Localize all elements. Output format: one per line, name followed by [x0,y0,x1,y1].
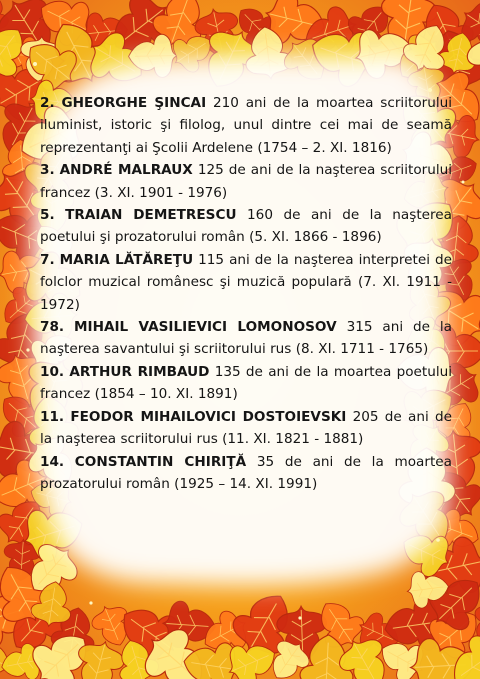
entry-description: 205 de ani de la naşterea scriitorului rus (11. XI. 1821 - 1881) [40,408,452,448]
entry-description: 35 de ani de la moartea prozatorului român (1925 – 14. XI. 1991) [40,453,452,492]
anniversary-list [40,92,452,495]
entry-number: 14. [40,453,65,470]
entry-dostoievski [40,406,452,451]
entry-malraux [40,159,452,204]
entry-description: 210 ani de la moartea scriitorului iluminist, istoric şi filolog, unul dintre cei mai de seamă reprezentanţi ai Şcolii Ardelene (1754 – 2. XI. 1816) [40,95,453,156]
entry-rimbaud [40,361,452,406]
entry-number: 3. [40,162,55,179]
entry-number: 10. [40,363,65,380]
person-name: GHEORGHE ŞINCAI [61,95,207,111]
person-name: FEODOR MIHAILOVICI DOSTOIEVSKI [70,408,347,425]
person-name: ANDRÉ MALRAUX [59,162,193,179]
entry-sincai [40,92,452,159]
entry-number: 11. [40,408,65,425]
entry-number: 5. [40,207,55,224]
entry-description: 125 de ani de la naşterea scriitorului francez (3. XI. 1901 - 1976) [40,162,453,201]
entry-number: 78. [40,319,65,336]
entry-chirita [40,451,452,496]
entry-description: 315 ani de la naşterea savantului şi scriitorului rus (8. XI. 1711 - 1765) [40,319,453,358]
entry-demetrescu [40,204,452,249]
person-name: TRAIAN DEMETRESCU [65,207,237,224]
person-name: MIHAIL VASILIEVICI LOMONOSOV [74,319,337,336]
entry-number: 7. [40,251,55,268]
entry-number: 2. [40,95,55,111]
entry-description: 135 de ani de la moartea poetului francez (1854 – 10. XI. 1891) [40,363,453,403]
person-name: ARTHUR RIMBAUD [69,363,210,380]
entry-description: 160 de ani de la naşterea poetului şi prozatorului român (5. XI. 1866 - 1896) [40,207,453,246]
person-name: CONSTANTIN CHIRIŢĂ [74,453,247,470]
entry-lataretu [40,249,452,316]
person-name: MARIA LĂTĂREŢU [59,251,194,268]
entry-lomonosov [40,316,452,361]
entry-description: 115 ani de la naşterea interpretei de folclor muzical românesc şi muzică populară (7. XI. 1911 - 1972) [40,251,452,313]
